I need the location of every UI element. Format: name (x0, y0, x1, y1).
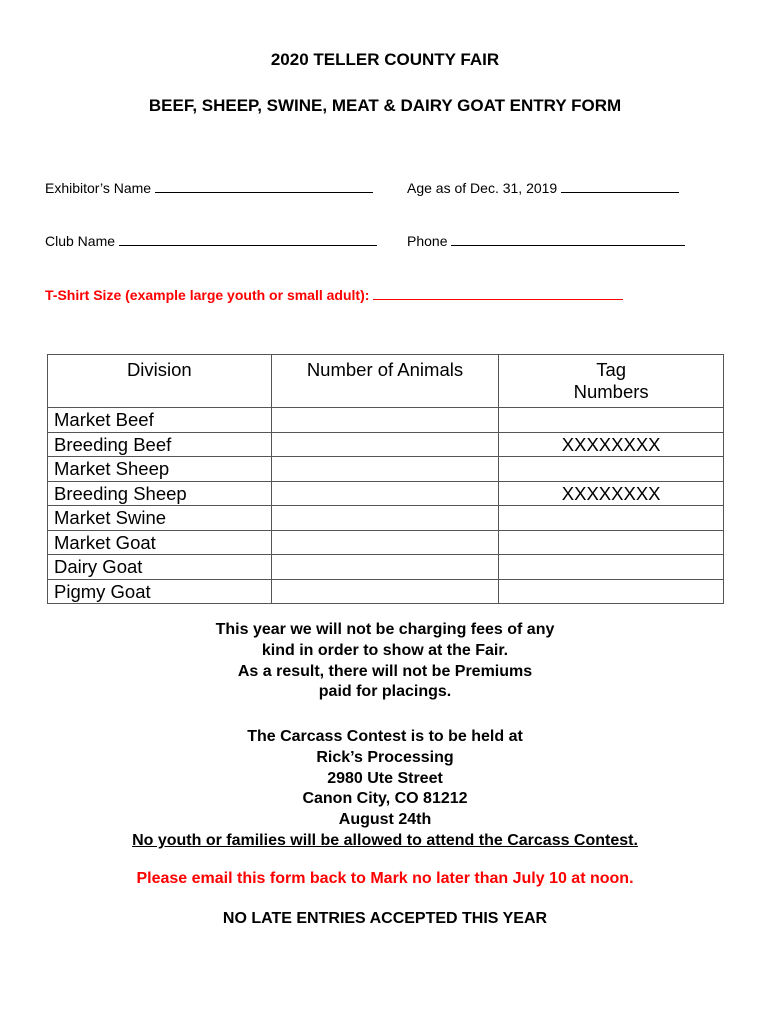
fees-notice-line: This year we will not be charging fees of any (215, 621, 555, 638)
table-row (48, 579, 724, 604)
tag-header-line2: Numbers (573, 381, 649, 402)
division-cell: Market Goat (48, 530, 272, 555)
form-title: 2020 TELLER COUNTY FAIR (270, 50, 500, 69)
number-cell[interactable] (271, 481, 499, 506)
tag-cell[interactable] (499, 408, 724, 433)
division-cell: Market Beef (48, 408, 272, 433)
tag-cell[interactable] (499, 530, 724, 555)
tag-header-line1: Tag (596, 359, 627, 380)
number-cell[interactable] (271, 457, 499, 482)
division-cell: Breeding Beef (48, 432, 272, 457)
exhibitor-name-blank[interactable] (155, 178, 373, 193)
carcass-notice-line: Rick’s Processing (316, 748, 454, 766)
division-header: Division (48, 355, 272, 408)
entry-table (47, 354, 724, 604)
carcass-notice-line: 2980 Ute Street (327, 769, 443, 787)
fees-notice (0, 620, 770, 703)
tag-cell[interactable] (499, 579, 724, 604)
table-row (48, 530, 724, 555)
carcass-notice-line: Canon City, CO 81212 (302, 790, 468, 808)
email-deadline-note: Please email this form back to Mark no later than July 10 at noon. (136, 870, 634, 887)
division-cell: Market Sheep (48, 457, 272, 482)
fees-notice-line: As a result, there will not be Premiums (237, 662, 533, 680)
tshirt-size-blank[interactable] (373, 285, 623, 300)
number-of-animals-header: Number of Animals (271, 355, 499, 408)
number-cell[interactable] (271, 408, 499, 433)
division-cell: Market Swine (48, 506, 272, 531)
tag-numbers-header (499, 355, 724, 408)
carcass-warning: No youth or families will be allowed to attend the Carcass Contest. (132, 831, 638, 849)
division-cell: Pigmy Goat (48, 579, 272, 604)
number-cell[interactable] (271, 555, 499, 580)
fees-notice-line: paid for placings. (318, 683, 452, 701)
carcass-contest-notice (0, 727, 770, 852)
age-field[interactable] (407, 178, 679, 196)
table-row (48, 408, 724, 433)
table-row (48, 457, 724, 482)
tshirt-size-label: T-Shirt Size (example large youth or small adult): (45, 287, 370, 303)
tag-cell[interactable] (499, 457, 724, 482)
tag-cell[interactable] (499, 555, 724, 580)
club-name-label: Club Name (45, 233, 116, 249)
phone-blank[interactable] (451, 231, 685, 246)
age-blank[interactable] (561, 178, 679, 193)
table-row (48, 506, 724, 531)
phone-field[interactable] (407, 231, 685, 249)
club-name-field[interactable] (45, 231, 377, 249)
form-subtitle: BEEF, SHEEP, SWINE, MEAT & DAIRY GOAT ENTRY FORM (148, 96, 622, 115)
table-row (48, 481, 724, 506)
tag-cell: XXXXXXXX (499, 432, 724, 457)
table-row (48, 432, 724, 457)
division-cell: Dairy Goat (48, 555, 272, 580)
no-late-entries-note: NO LATE ENTRIES ACCEPTED THIS YEAR (222, 910, 548, 927)
division-cell: Breeding Sheep (48, 481, 272, 506)
club-name-blank[interactable] (119, 231, 377, 246)
number-cell[interactable] (271, 506, 499, 531)
fees-notice-line: kind in order to show at the Fair. (261, 641, 509, 659)
number-cell[interactable] (271, 432, 499, 457)
number-cell[interactable] (271, 579, 499, 604)
number-cell[interactable] (271, 530, 499, 555)
exhibitor-name-field[interactable] (45, 178, 373, 196)
table-row (48, 555, 724, 580)
tshirt-size-field[interactable] (45, 285, 623, 303)
age-label: Age as of Dec. 31, 2019 (407, 180, 558, 196)
carcass-notice-line: The Carcass Contest is to be held at (247, 728, 523, 745)
table-header-row (48, 355, 724, 408)
phone-label: Phone (407, 233, 448, 249)
carcass-notice-line: August 24th (338, 811, 432, 829)
exhibitor-name-label: Exhibitor’s Name (45, 180, 152, 196)
tag-cell: XXXXXXXX (499, 481, 724, 506)
tag-cell[interactable] (499, 506, 724, 531)
